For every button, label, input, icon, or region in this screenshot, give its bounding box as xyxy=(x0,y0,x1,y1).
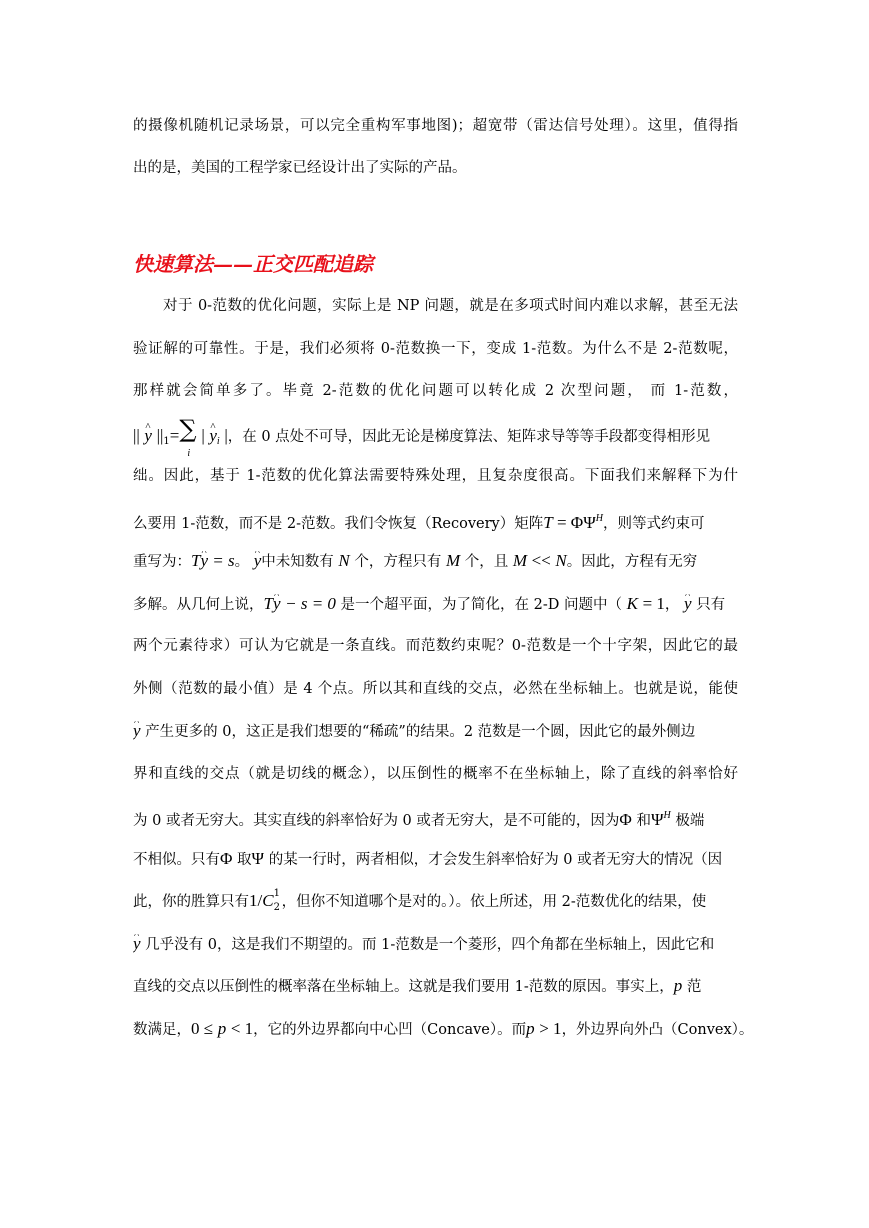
text-line: 外侧（范数的最小值）是 4 个点。所以其和直线的交点，必然在坐标轴上。也就是说，能使 xyxy=(133,681,738,697)
text-line-with-formula: 么要用 1-范数，而不是 2-范数。我们令恢复（Recovery）矩阵$T = \Phi\Psi^H$，则等式约束可 xyxy=(133,513,705,532)
text-line-with-formula: 多解。从几何上说，Ty ^ − s = 0 是一个超平面，为了简化，在 2-D 问题中（ K = 1， y ^ 只有 xyxy=(133,594,738,615)
text-line-with-formula: 数满足，0 ≤ p < 1，它的外边界都向中心凹（Concave）。而p > 1，外边界向外凸（Convex）。 xyxy=(133,1019,754,1038)
text-line-with-formula: || y ^ $||_1=$ ∑ i | y $\^{}_i$ |，在 0 点处不可导，因此无论是梯度算法、矩阵求导等等手段都变得相形见 xyxy=(133,424,738,452)
l1-norm-formula: || y ^ $||_1=$ ∑ i | y $\^{}_i$ | xyxy=(133,429,228,445)
sum-symbol: ∑ i xyxy=(179,415,197,459)
text-line: 验证解的可靠性。于是，我们必须将 0-范数换一下，变成 1-范数。为什么不是 2-范数呢， xyxy=(133,341,738,357)
text-line-with-formula: 直线的交点以压倒性的概率落在坐标轴上。这就是我们要用 1-范数的原因。事实上，p 范 xyxy=(133,976,702,995)
text-line-with-formula: y ^ 几乎没有 0，这是我们不期望的。而 1-范数是一个菱形，四个角都在坐标轴上，因此它和 xyxy=(133,934,738,955)
text-line-with-formula: 为 0 或者无穷大。其实直线的斜率恰好为 0 或者无穷大，是不可能的，因为Φ 和$\Psi^H$ 极端 xyxy=(133,810,705,829)
text-line: 出的是，美国的工程学家已经设计出了实际的产品。 xyxy=(133,160,467,176)
text-line-with-formula: 此，你的胜算只有1/C 1 2 ，但你不知道哪个是对的。）。依上所述，用 2-范数优化的结果，使 xyxy=(133,888,707,913)
text-line: 那样就会简单多了。毕竟 2-范数的优化问题可以转化成 2 次型问题， 而 1-范数， xyxy=(133,383,738,399)
section-heading: 快速算法——正交匹配追踪 xyxy=(133,252,373,276)
text-line: 绌。因此，基于 1-范数的优化算法需要特殊处理，且复杂度很高。下面我们来解释下为什 xyxy=(133,468,738,484)
text-line: 两个元素待求）可认为它就是一条直线。而范数约束呢？0-范数是一个十字架，因此它的最 xyxy=(133,638,738,654)
text-line: 界和直线的交点（就是切线的概念），以压倒性的概率不在坐标轴上，除了直线的斜率恰好 xyxy=(133,766,738,782)
text-line-with-formula: 不相似。只有Φ 取Ψ 的某一行时，两者相似，才会发生斜率恰好为 0 或者无穷大的情况（因 xyxy=(133,849,723,868)
text-line-with-formula: y ^ 产生更多的 0，这正是我们想要的“稀疏”的结果。2 范数是一个圆，因此它的最外侧边 xyxy=(133,721,738,742)
text-line-with-formula: 重写为：Ty ^ = s。 y ^中未知数有 N 个，方程只有 M 个，且 M << N。因此，方程有无穷 xyxy=(133,551,738,572)
text-line: 的摄像机随机记录场景，可以完全重构军事地图)；超宽带（雷达信号处理）。这里，值得指 xyxy=(133,118,738,134)
text-line: 对于 0-范数的优化问题，实际上是 NP 问题，就是在多项式时间内难以求解，甚至无法 xyxy=(163,298,738,314)
